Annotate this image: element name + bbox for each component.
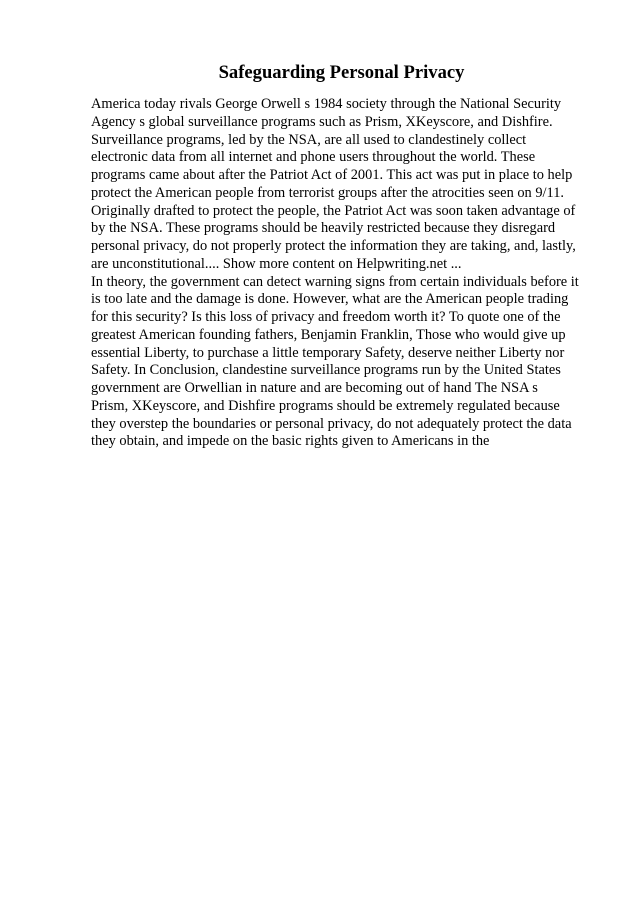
body-line: essential Liberty, to purchase a little temporary Safety, deserve neither Liberty nor xyxy=(91,344,565,361)
body-line: they overstep the boundaries or personal privacy, do not adequately protect the data xyxy=(91,415,572,432)
body-line: they obtain, and impede on the basic rights given to Americans in the xyxy=(91,433,490,450)
body-line: by the NSA. These programs should be heavily restricted because they disregard xyxy=(91,220,556,237)
document-body xyxy=(91,96,591,451)
body-line: Safety. In Conclusion, clandestine surveillance programs run by the United States xyxy=(91,362,561,379)
body-line: protect the American people from terrorist groups after the atrocities seen on 9/11. xyxy=(91,184,564,201)
body-line: Agency s global surveillance programs such as Prism, XKeyscore, and Dishfire. xyxy=(91,113,553,130)
document-title: Safeguarding Personal Privacy xyxy=(218,62,465,83)
body-line: Prism, XKeyscore, and Dishfire programs should be extremely regulated because xyxy=(91,397,560,414)
body-line: is too late and the damage is done. However, what are the American people trading xyxy=(91,291,569,308)
body-line: In theory, the government can detect warning signs from certain individuals before it xyxy=(91,273,579,290)
body-line: programs came about after the Patriot Act of 2001. This act was put in place to help xyxy=(91,167,573,183)
body-line: government are Orwellian in nature and are becoming out of hand The NSA s xyxy=(91,380,538,396)
body-line: electronic data from all internet and phone users throughout the world. These xyxy=(91,149,536,166)
body-line: greatest American founding fathers, Benjamin Franklin, Those who would give up xyxy=(91,326,566,343)
body-line: personal privacy, do not properly protect the information they are taking, and, lastly, xyxy=(91,238,576,254)
body-line: Surveillance programs, led by the NSA, are all used to clandestinely collect xyxy=(91,131,527,148)
body-line: America today rivals George Orwell s 1984 society through the National Security xyxy=(91,96,562,112)
body-line: Originally drafted to protect the people, the Patriot Act was soon taken advantage of xyxy=(91,202,576,219)
body-line: are unconstitutional.... Show more content on Helpwriting.net ... xyxy=(91,255,462,272)
body-line: for this security? Is this loss of privacy and freedom worth it? To quote one of the xyxy=(91,309,561,325)
